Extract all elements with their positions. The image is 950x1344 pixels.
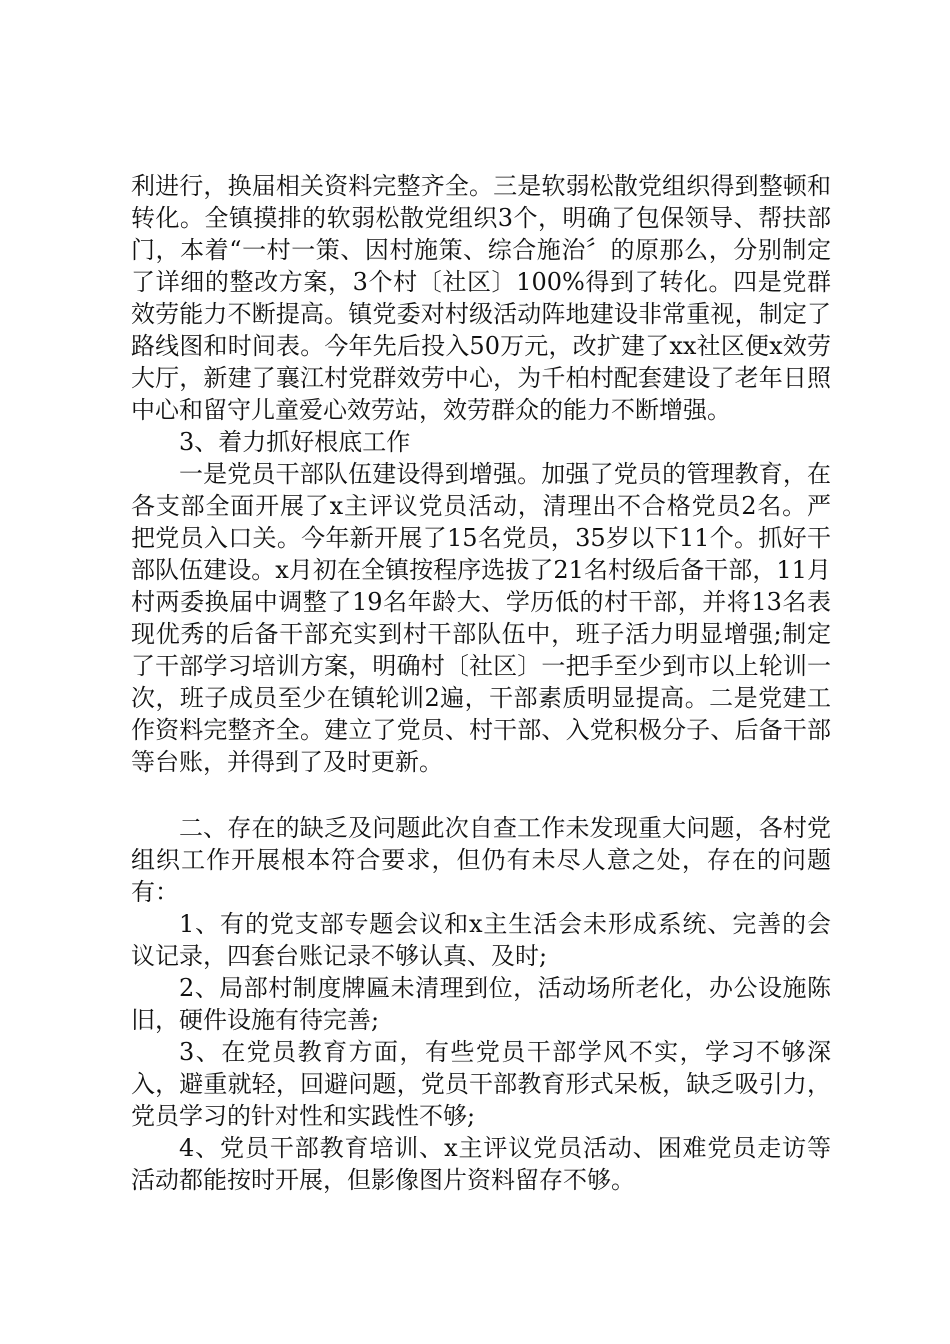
- paragraph-team-building: 一是党员干部队伍建设得到增强。加强了党员的管理教育，在各支部全面开展了x主评议党员活动，清理出不合格党员2名。严把党员入口关。今年新开展了15名党员，35岁以下11个。抓好干部队伍建设。x月初在全镇按程序选拔了21名村级后备干部，11月村两委换届中调整了19名年龄大、学历低的村干部，并将13名表现优秀的后备干部充实到村干部队伍中，班子活力明显增强;制定了干部学习培训方案，明确村〔社区〕一把手至少到市以上轮训一次，班子成员至少在镇轮训2遍，干部素质明显提高。二是党建工作资料完整齐全。建立了党员、村干部、入党积极分子、后备干部等台账，并得到了及时更新。: [131, 460, 831, 776]
- problem-item-2: 2、局部村制度牌匾未清理到位，活动场所老化，办公设施陈旧，硬件设施有待完善;: [131, 974, 831, 1034]
- problem-item-4: 4、党员干部教育培训、x主评议党员活动、困难党员走访等活动都能按时开展，但影像图片资料留存不够。: [131, 1134, 831, 1194]
- problem-item-1: 1、有的党支部专题会议和x主生活会未形成系统、完善的会议记录，四套台账记录不够认真、及时;: [131, 910, 831, 970]
- paragraph-gap: [131, 778, 831, 812]
- paragraph-problems-intro: 二、存在的缺乏及问题此次自查工作未发现重大问题，各村党组织工作开展根本符合要求，但仍有未尽人意之处，存在的问题有：: [131, 814, 831, 906]
- document-body: [131, 170, 831, 1196]
- paragraph-reorganization-results: 利进行，换届相关资料完整齐全。三是软弱松散党组织得到整顿和转化。全镇摸排的软弱松散党组织3个，明确了包保领导、帮扶部门，本着“一村一策、因村施策、综合施治〞的原那么，分别制定了详细的整改方案，3个村〔社区〕100%得到了转化。四是党群效劳能力不断提高。镇党委对村级活动阵地建设非常重视，制定了路线图和时间表。今年先后投入50万元，改扩建了xx社区便x效劳大厅，新建了襄江村党群效劳中心，为千柏村配套建设了老年日照中心和留守儿童爱心效劳站，效劳群众的能力不断增强。: [131, 172, 831, 424]
- problem-item-3: 3、在党员教育方面，有些党员干部学风不实，学习不够深入，避重就轻，回避问题，党员干部教育形式呆板，缺乏吸引力，党员学习的针对性和实践性不够;: [131, 1038, 831, 1130]
- section-heading-basic-work: 3、着力抓好根底工作: [179, 428, 411, 456]
